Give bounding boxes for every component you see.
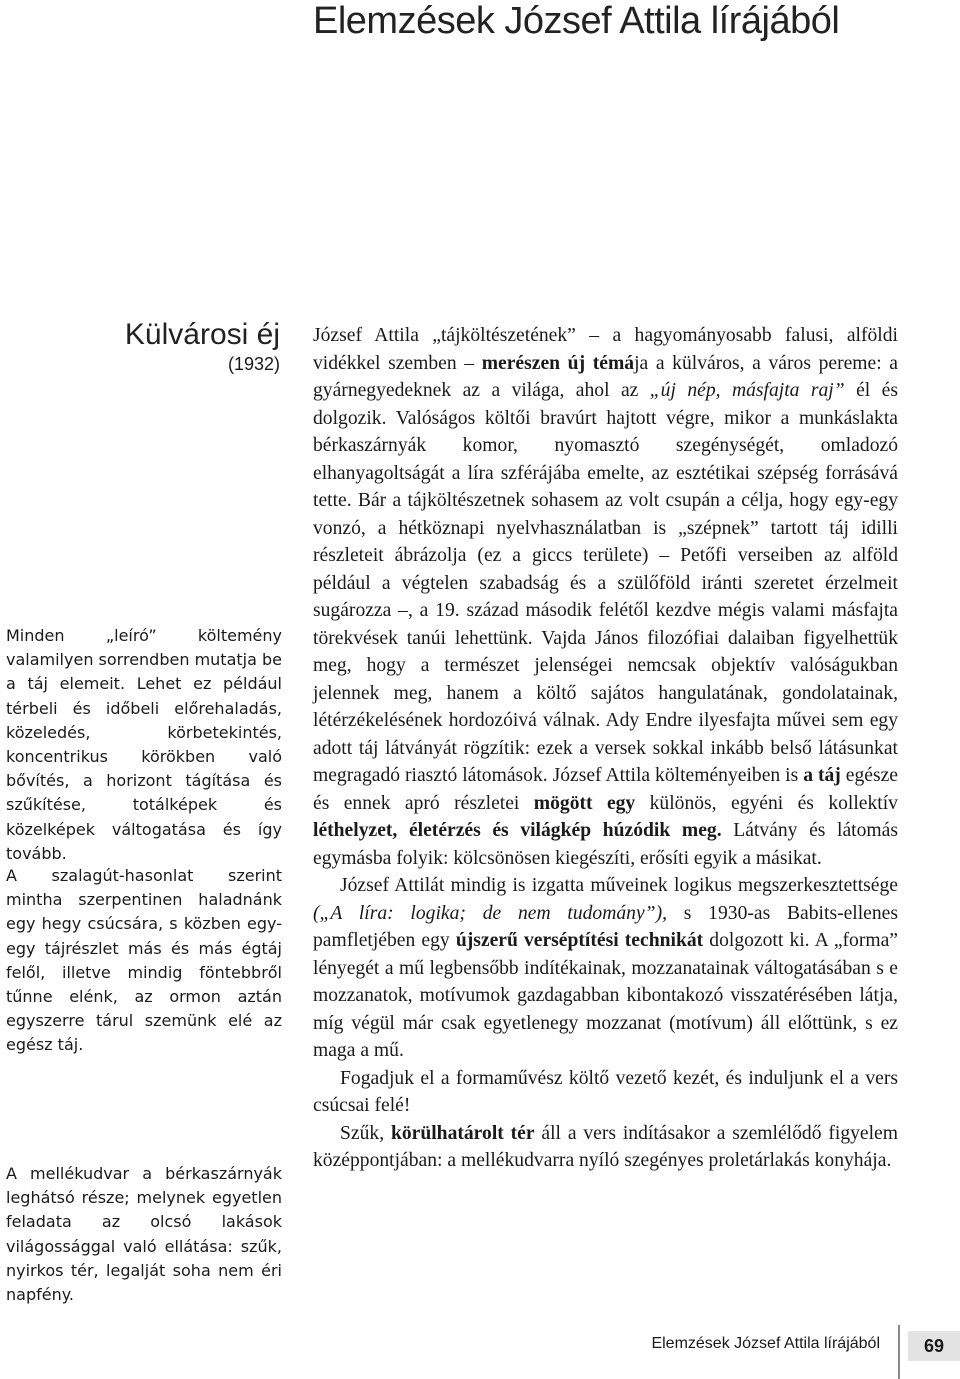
text-run: Szűk, <box>340 1122 391 1144</box>
emphasis: léthelyzet, életérzés és világkép húzódik meg. <box>313 820 722 841</box>
emphasis: újszerű verséptítési technikát <box>455 930 704 951</box>
text-run: egésze és ennek apró részletei <box>313 765 899 814</box>
paragraph-4 <box>313 1120 898 1175</box>
quote: („A líra: logika; de nem tudomány”), <box>313 902 667 924</box>
paragraph-3: Fogadjuk el a formaművész költő vezető kezét, és induljunk el a vers csúcsai felé! <box>313 1067 898 1116</box>
text-run: él és dolgozik. Valóságos költői bravúrt hajtott végre, mikor a munkáslakta bérkaszárnyák komor, nyomasztó szegénységét, omladozó elhanyagoltságát a líra szférájába emelte, az esztétikai szépség forrásává tette. Bár a tájköltészetnek sohasem az volt csupán a célja, hogy egy-egy vonzó, a hétköznapi nyelvhasználatban is „szépnek” tartott táj idilli részleteit ábrázolja (ez a giccs területe) – Petőfi verseiben az alföld például a végtelen szabadság és a szülőföld iránti szeretet érzelmeit sugározza –, a 19. század második felétől kezdve mégis valami másfajta törekvések tanúi lehettünk. Vajda János filozófiai dalaiban figyelhettük meg, hogy a természet jelenségei nemcsak objektív valóságukban jelennek meg, hanem a költő sajátos hangulatának, gondolatainak, létérzékelésének hordozóivá válnak. Ady Endre ilyesfajta művei sem egy adott táj látványát rögzítik: ezek a versek sokkal inkább belső látásunkat megragadó riasztó látomások. József Attila költeményeiben is <box>313 380 898 786</box>
footer-divider <box>898 1325 900 1379</box>
main-text <box>313 322 898 1175</box>
text-run: József Attilát mindig is izgatta műveinek logikus megszerkesztettsége <box>340 875 898 896</box>
emphasis: a táj <box>803 765 841 786</box>
running-footer-label: Elemzések József Attila lírájából <box>651 1335 880 1352</box>
text-run: különös, egyéni és kollektív <box>635 792 898 814</box>
sidebar-note-2: A szalagút-hasonlat szerint mintha szerpentinen haladnánk egy hegy csúcsára, s közben egy-egy tájrészlet más és más égtáj felől, illetve mindig föntebbről tűnne elénk, az ormon aztán egyszerre tárul szemünk elé az egész táj. <box>6 866 282 1055</box>
poem-title: Külvárosi éj <box>124 318 280 351</box>
paragraph-1 <box>313 322 898 872</box>
text-run: s 1930-as Babits-ellenes pamfletjében egy <box>313 902 898 951</box>
text-run: ja a külváros, a város pereme: a gyárnegyedeknek az a világa, ahol az <box>313 352 899 401</box>
quote: „új nép, másfajta raj” <box>649 380 845 401</box>
text-run: dolgozott ki. A „forma” lényegét a mű legbensőbb indítékainak, mozzanatainak váltogatásában s e mozzanatok, motívumok gazdagabban kibontakozó visszatérésében látja, míg végül már csak egyetlenegy mozzanat (motívum) áll előttünk, s ez maga a mű. <box>313 930 898 1061</box>
paragraph-2 <box>313 872 898 1065</box>
running-header-title: Elemzések József Attila lírájából <box>313 0 840 42</box>
emphasis: mögött egy <box>533 792 636 814</box>
page-number: 69 <box>908 1331 960 1361</box>
sidebar-note-1: Minden „leíró” költemény valamilyen sorrendben mutatja be a táj elemeit. Lehet ez például térbeli és időbeli előrehaladás, közeledés, körbetekintés, koncentrikus körökben való bővítés, a horizont tágítása és szűkítése, totálképek és közelképek váltogatása és így tovább. <box>6 626 282 863</box>
text-run: József Attila „tájköltészetének” – a hagyományosabb falusi, alföldi vidékkel szemben – <box>313 325 898 374</box>
text-run: áll a vers indításakor a szemlélődő figyelem középpontjában: a mellékudvarra nyíló szegényes proletárlakás konyhája. <box>313 1122 898 1171</box>
text-run: Látvány és látomás egymásba folyik: kölcsönösen kiegészíti, erősíti egyik a másikat. <box>313 820 898 869</box>
sidebar-note-3: A mellékudvar a bérkaszárnyák leghátsó része; melynek egyetlen feladata az olcsó lakások világossággal való ellátása: szűk, nyirkos tér, legalját soha nem éri napfény. <box>6 1164 282 1305</box>
poem-year: (1932) <box>227 354 280 374</box>
emphasis: merészen új témá <box>481 352 635 374</box>
emphasis: körülhatárolt tér <box>390 1122 535 1144</box>
